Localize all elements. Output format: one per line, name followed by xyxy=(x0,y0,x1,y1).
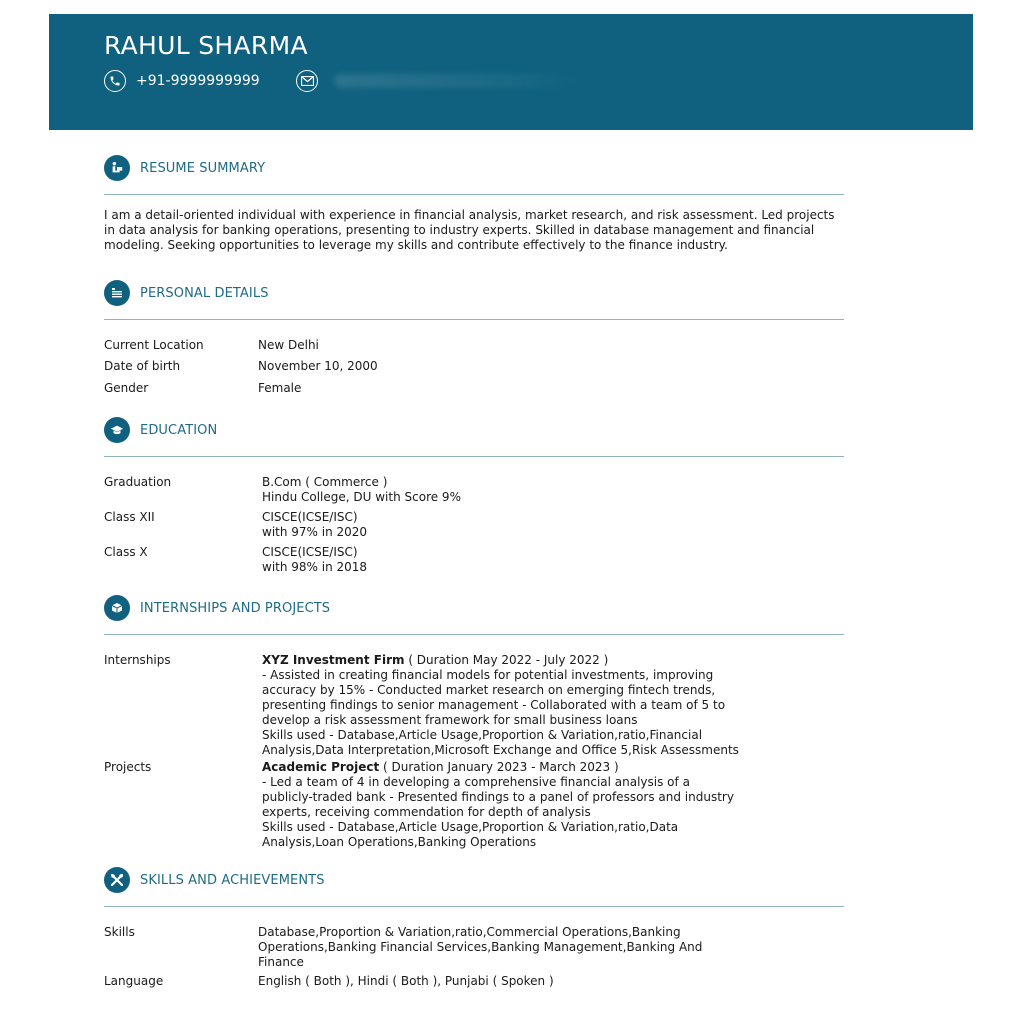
list-icon xyxy=(104,280,130,306)
section-header-personal-details xyxy=(104,280,269,306)
person-at-laptop-icon xyxy=(104,155,130,181)
education-institution: Hindu College, DU with Score 9% xyxy=(262,490,461,504)
resume-header xyxy=(49,14,973,130)
entry-description: - Led a team of 4 in developing a comprehensive financial analysis of a publicly-traded bank - Presented findings to a panel of professors and industry experts, receiving commendation for depth of analysis xyxy=(262,775,734,819)
education-board: CISCE(ICSE/ISC) xyxy=(262,510,358,524)
detail-value: New Delhi xyxy=(258,338,319,352)
graduation-cap-icon xyxy=(104,417,130,443)
language-value: English ( Both ), Hindi ( Both ), Punjabi ( Spoken ) xyxy=(258,974,554,988)
phone-contact xyxy=(104,70,260,92)
education-level: Class XII xyxy=(104,510,155,524)
entry-organization: Academic Project xyxy=(262,760,380,774)
entry-duration: ( Duration May 2022 - July 2022 ) xyxy=(404,653,609,667)
section-header-skills xyxy=(104,867,325,893)
education-level: Class X xyxy=(104,545,148,559)
section-header-summary xyxy=(104,155,265,181)
divider xyxy=(104,634,844,635)
detail-label: Date of birth xyxy=(104,359,181,373)
phone-number: +91-9999999999 xyxy=(136,73,260,89)
section-header-education xyxy=(104,417,217,443)
entry-type: Projects xyxy=(104,760,152,774)
summary-text: I am a detail-oriented individual with experience in financial analysis, market research, and risk assessment. Led projects in data analysis for banking operations, presenting to industry experts. Skilled in database management and financial modeling. Seeking opportunities to leverage my skills and contribute effectively to the finance industry. xyxy=(104,208,835,252)
divider xyxy=(104,194,844,195)
cube-icon xyxy=(104,595,130,621)
phone-icon xyxy=(104,70,126,92)
detail-label: Current Location xyxy=(104,338,204,352)
section-title: SKILLS AND ACHIEVEMENTS xyxy=(140,872,325,888)
language-label: Language xyxy=(104,974,164,988)
section-header-internships xyxy=(104,595,330,621)
entry-description: - Assisted in creating financial models for potential investments, improving accuracy by 15% - Conducted market research on emerging fintech trends, presenting findings to senior management - Collaborated with a team of 5 to develop a risk assessment framework for small business loans xyxy=(262,668,726,727)
education-score: with 98% in 2018 xyxy=(262,560,368,574)
detail-label: Gender xyxy=(104,381,149,395)
tools-icon xyxy=(104,867,130,893)
education-board: CISCE(ICSE/ISC) xyxy=(262,545,358,559)
email-icon xyxy=(296,70,318,92)
entry-type: Internships xyxy=(104,653,171,667)
skills-value: Database,Proportion & Variation,ratio,Commercial Operations,Banking Operations,Banking Financial Services,Banking Management,Banking And Finance xyxy=(258,925,703,969)
divider xyxy=(104,319,844,320)
divider xyxy=(104,906,844,907)
entry-duration: ( Duration January 2023 - March 2023 ) xyxy=(379,760,619,774)
candidate-name: RAHUL SHARMA xyxy=(104,31,308,60)
education-score: with 97% in 2020 xyxy=(262,525,368,539)
detail-value: Female xyxy=(258,381,302,395)
entry-details xyxy=(262,760,742,850)
entry-skills: Skills used - Database,Article Usage,Proportion & Variation,ratio,Data Analysis,Loan Operations,Banking Operations xyxy=(262,820,679,849)
entry-skills: Skills used - Database,Article Usage,Proportion & Variation,ratio,Financial Analysis,Data Interpretation,Microsoft Exchange and Office 5,Risk Assessments xyxy=(262,728,739,757)
section-title: RESUME SUMMARY xyxy=(140,160,266,176)
section-title: EDUCATION xyxy=(140,422,218,438)
entry-organization: XYZ Investment Firm xyxy=(262,653,405,667)
education-level: Graduation xyxy=(104,475,172,489)
section-title: INTERNSHIPS AND PROJECTS xyxy=(140,600,331,616)
entry-details xyxy=(262,653,742,758)
section-title: PERSONAL DETAILS xyxy=(140,285,269,301)
email-address-redacted xyxy=(334,74,584,88)
skills-label: Skills xyxy=(104,925,135,939)
email-contact xyxy=(296,70,584,92)
education-degree: B.Com ( Commerce ) xyxy=(262,475,388,489)
divider xyxy=(104,456,844,457)
detail-value: November 10, 2000 xyxy=(258,359,378,373)
